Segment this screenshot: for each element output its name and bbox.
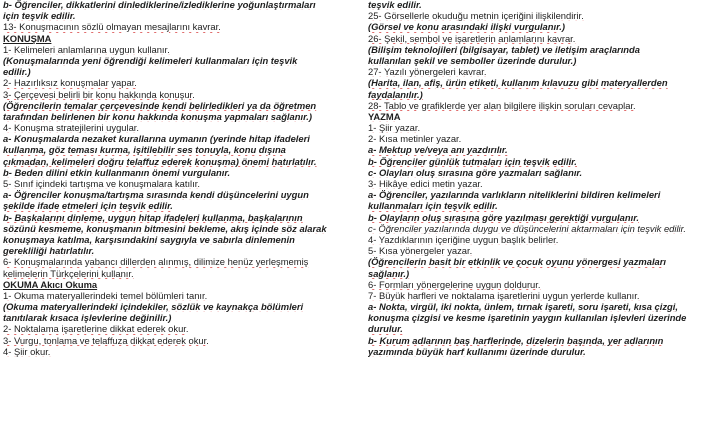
text-line: (Harita, ilan, afiş, ürün etiketi, kullanım kılavuzu gibi materyallerden bbox=[368, 77, 668, 89]
text-line: 4- Konuşma stratejilerini uygular. bbox=[3, 122, 140, 134]
text-line: yazımında büyük harf kullanımı üzerinde durulur. bbox=[368, 345, 586, 357]
text-line: kullanılan şekil ve semboller üzerinde durulur.) bbox=[368, 54, 577, 66]
text-line: (Okuma materyallerindeki içindekiler, sözlük ve kaynakça bölümleri bbox=[3, 301, 304, 313]
text-line: 3- Hikâye edici metin yazar. bbox=[368, 178, 483, 189]
text-line: kelimelerin Türkçelerini kullanır. bbox=[3, 267, 134, 279]
text-line: 7- Büyük harfleri ve noktalama işaretlerini uygun yerlerde kullanır. bbox=[368, 289, 640, 301]
text-line: tanıtılarak kısaca işlevlerine değinilir.) bbox=[3, 312, 172, 324]
text-line: b- Kurum adlarının baş harflerinde, dizelerin başında, yer adlarının bbox=[368, 334, 664, 346]
text-line: teşvik edilir. bbox=[368, 0, 422, 10]
text-line: 28- Tablo ve grafiklerde yer alan bilgilere ilişkin soruları cevaplar. bbox=[368, 99, 636, 111]
text-line: konuşma çizgisi ve kesme işaretinin yaygın kullanılan işlevleri üzerinde bbox=[368, 312, 687, 324]
text-line: a- Mektup ve/veya anı yazdırılır. bbox=[368, 144, 508, 156]
text-line: sözünü kesmeme, konuşmanın bitmesini bekleme, akış içinde söz alarak bbox=[3, 222, 327, 234]
text-line: 2- Hazırlıksız konuşmalar yapar. bbox=[3, 77, 137, 89]
text-line: konuşmaya katılma, karşısındakini saygıyla ve sabırla dinlemenin bbox=[3, 233, 295, 245]
text-line: için teşvik edilir. bbox=[3, 10, 76, 22]
text-line: 6- Formları yönergelerine uygun doldurur. bbox=[368, 278, 541, 290]
text-line: 27- Yazılı yönergeleri kavrar. bbox=[368, 66, 487, 78]
text-line: c- Olayları oluş sırasına göre yazmaları sağlanır. bbox=[368, 166, 583, 178]
text-line: a- Nokta, virgül, iki nokta, ünlem, tırnak işareti, soru işareti, kısa çizgi, bbox=[368, 301, 678, 313]
left-column bbox=[3, 0, 353, 357]
text-line: 5- Kısa yönergeler yazar. bbox=[368, 245, 473, 257]
section-heading: KONUŞMA bbox=[3, 32, 52, 44]
text-line: çıkmadan, kelimeleri doğru telaffuz ederek konuşma) önemi hatırlatılır. bbox=[3, 155, 317, 167]
text-line: tarafından belirlenen bir konu hakkında konuşma yapmaları sağlanır.) bbox=[3, 110, 312, 122]
text-line: 4- Şiir okur. bbox=[3, 345, 51, 357]
text-line: 2- Kısa metinler yazar. bbox=[368, 133, 462, 145]
text-line: 1- Şiir yazar. bbox=[368, 122, 421, 134]
text-line: (Konuşmalarında yeni öğrendiği kelimeleri kullanmaları için teşvik bbox=[3, 54, 298, 66]
text-line: 6- Konuşmalarında yabancı dillerden alınmış, dilimize henüz yerleşmemiş bbox=[3, 256, 309, 268]
text-line: (Bilişim teknolojileri (bilgisayar, tablet) ve iletişim araçlarında bbox=[368, 43, 640, 55]
text-line: b- Başkalarını dinleme, uygun hitap ifadeleri kullanma, başkalarının bbox=[3, 211, 303, 223]
text-line: 13- Konuşmacının sözlü olmayan mesajlarını kavrar. bbox=[3, 21, 221, 33]
section-heading: OKUMA Akıcı Okuma bbox=[3, 278, 98, 290]
text-line: kullanma, göz teması kurma, işitilebilir ses tonuyla, konu dışına bbox=[3, 144, 286, 156]
text-line: 5- Sınıf içindeki tartışma ve konuşmalara katılır. bbox=[3, 178, 200, 189]
text-line: 1- Okuma materyallerindeki temel bölümleri tanır. bbox=[3, 289, 208, 301]
text-line: (Öğrencilerin temalar çerçevesinde kendi belirledikleri ya da öğretmen bbox=[3, 99, 317, 111]
text-line: a- Öğrenciler, yazılarında varlıkların niteliklerini bildiren kelimeleri bbox=[368, 189, 661, 201]
text-line: faydalanılır.) bbox=[368, 88, 423, 100]
text-line: edilir.) bbox=[3, 66, 31, 78]
text-line: 4- Yazdıklarının içeriğine uygun başlık belirler. bbox=[368, 233, 559, 245]
right-column bbox=[368, 0, 708, 357]
text-line: 1- Kelimeleri anlamlarına uygun kullanır. bbox=[3, 43, 170, 55]
text-line: sağlanır.) bbox=[368, 267, 410, 279]
text-line: 26- Şekil, sembol ve işaretlerin anlamlarını kavrar. bbox=[368, 32, 576, 44]
text-line: şekilde ifade etmeleri için teşvik edilir. bbox=[3, 200, 173, 212]
text-line: kullanmaları için teşvik edilir. bbox=[368, 200, 498, 212]
text-line: durulur. bbox=[368, 323, 403, 335]
section-heading: YAZMA bbox=[368, 110, 401, 122]
text-line: b- Öğrenciler günlük tutmaları için teşvik edilir. bbox=[368, 155, 577, 167]
text-line: a- Öğrenciler konuşma/tartışma sırasında kendi düşüncelerini uygun bbox=[3, 189, 309, 201]
text-line: c- Öğrenciler yazılarında duygu ve düşüncelerini aktarmaları için teşvik edilir. bbox=[368, 222, 687, 234]
text-line: 3- Çerçevesi belirli bir konu hakkında konuşur. bbox=[3, 88, 195, 100]
text-line: 2- Noktalama işaretlerine dikkat ederek okur. bbox=[3, 323, 189, 335]
text-line: b- Olayların oluş sırasına göre yazılması gerektiği vurgulanır. bbox=[368, 211, 639, 223]
text-line: a- Konuşmalarda nezaket kurallarına uymanın (yerinde hitap ifadeleri bbox=[3, 133, 310, 145]
text-line: gerekliliği hatırlatılır. bbox=[3, 245, 95, 257]
text-line: (Öğrencilerin basit bir etkinlik ve çocuk oyunu yönergesi yazmaları bbox=[368, 256, 667, 268]
text-line: 3- Vurgu, tonlama ve telaffuza dikkat ederek okur. bbox=[3, 334, 209, 346]
text-line: (Görsel ve konu arasındaki ilişki vurgulanır.) bbox=[368, 21, 565, 33]
text-line: 25- Görsellerle okuduğu metnin içeriğini ilişkilendirir. bbox=[368, 10, 584, 22]
text-line: b- Öğrenciler, dikkatlerini dinlediklerine/izlediklerine yoğunlaştırmaları bbox=[3, 0, 316, 10]
text-line: b- Beden dilini etkin kullanmanın önemi vurgulanır. bbox=[3, 166, 231, 178]
